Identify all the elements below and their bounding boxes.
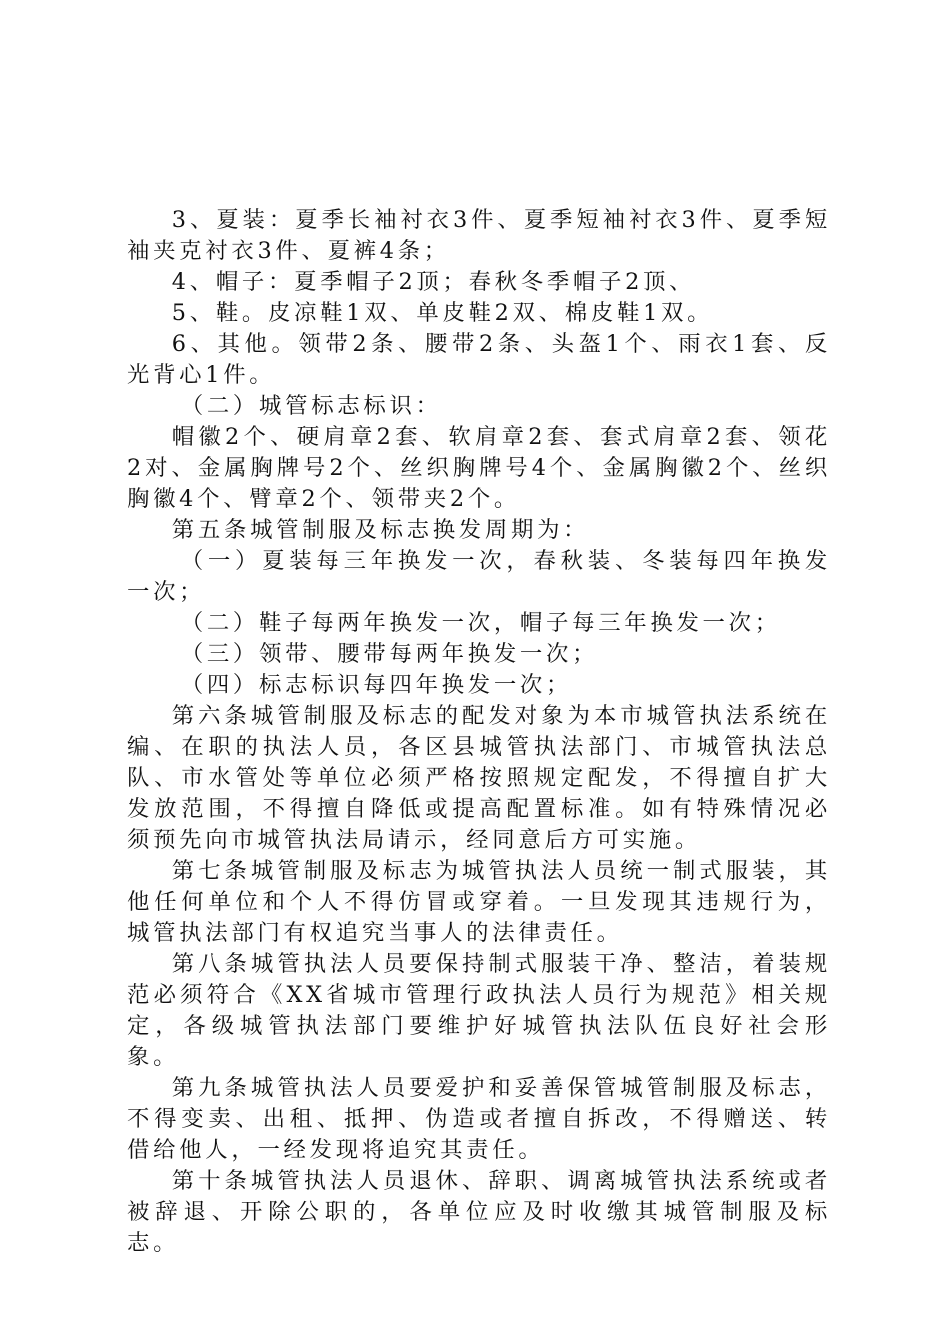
- article-6: 第六条城管制服及标志的配发对象为本市城管执法系统在编、在职的执法人员，各区县城管执法部门、市城管执法总队、市水管处等单位必须严格按照规定配发，不得擅自扩大发放范围，不得擅自降低或提高配置标准。如有特殊情况必须预先向市城管执法局请示，经同意后方可实施。: [127, 703, 831, 853]
- article-7: 第七条城管制服及标志为城管执法人员统一制式服装，其他任何单位和个人不得仿冒或穿着。一旦发现其违规行为，城管执法部门有权追究当事人的法律责任。: [127, 858, 831, 946]
- article-10: 第十条城管执法人员退休、辞职、调离城管执法系统或者被辞退、开除公职的，各单位应及时收缴其城管制服及标志。: [127, 1168, 831, 1256]
- article-5-item-3: （三）领带、腰带每两年换发一次；: [180, 641, 599, 667]
- paragraph-shoes: 5、鞋。皮凉鞋1双、单皮鞋2双、棉皮鞋1双。: [171, 300, 714, 326]
- section-heading-insignia: （二）城管标志标识：: [180, 393, 442, 419]
- article-5-item-1: （一）夏装每三年换发一次，春秋装、冬装每四年换发一次；: [127, 548, 831, 605]
- paragraph-hats: 4、帽子：夏季帽子2顶；春秋冬季帽子2顶、: [171, 269, 696, 295]
- article-5-heading: 第五条城管制服及标志换发周期为：: [171, 517, 590, 543]
- document-page: [127, 205, 831, 1259]
- article-5-item-2: （二）鞋子每两年换发一次，帽子每三年换发一次；: [180, 610, 781, 636]
- paragraph-summer-uniform: 3、夏装：夏季长袖衬衣3件、夏季短袖衬衣3件、夏季短袖夹克衬衣3件、夏裤4条；: [127, 207, 831, 264]
- article-8: 第八条城管执法人员要保持制式服装干净、整洁，着装规范必须符合《XX省城市管理行政执法人员行为规范》相关规定，各级城管执法部门要维护好城管执法队伍良好社会形象。: [127, 951, 831, 1070]
- paragraph-insignia-list: 帽徽2个、硬肩章2套、软肩章2套、套式肩章2套、领花2对、金属胸牌号2个、丝织胸牌号4个、金属胸徽2个、丝织胸徽4个、臂章2个、领带夹2个。: [127, 424, 831, 512]
- paragraph-other-items: 6、其他。领带2条、腰带2条、头盔1个、雨衣1套、反光背心1件。: [127, 331, 831, 388]
- article-5-item-4: （四）标志标识每四年换发一次；: [180, 672, 573, 698]
- article-9: 第九条城管执法人员要爱护和妥善保管城管制服及标志，不得变卖、出租、抵押、伪造或者擅自拆改，不得赠送、转借给他人，一经发现将追究其责任。: [127, 1075, 831, 1163]
